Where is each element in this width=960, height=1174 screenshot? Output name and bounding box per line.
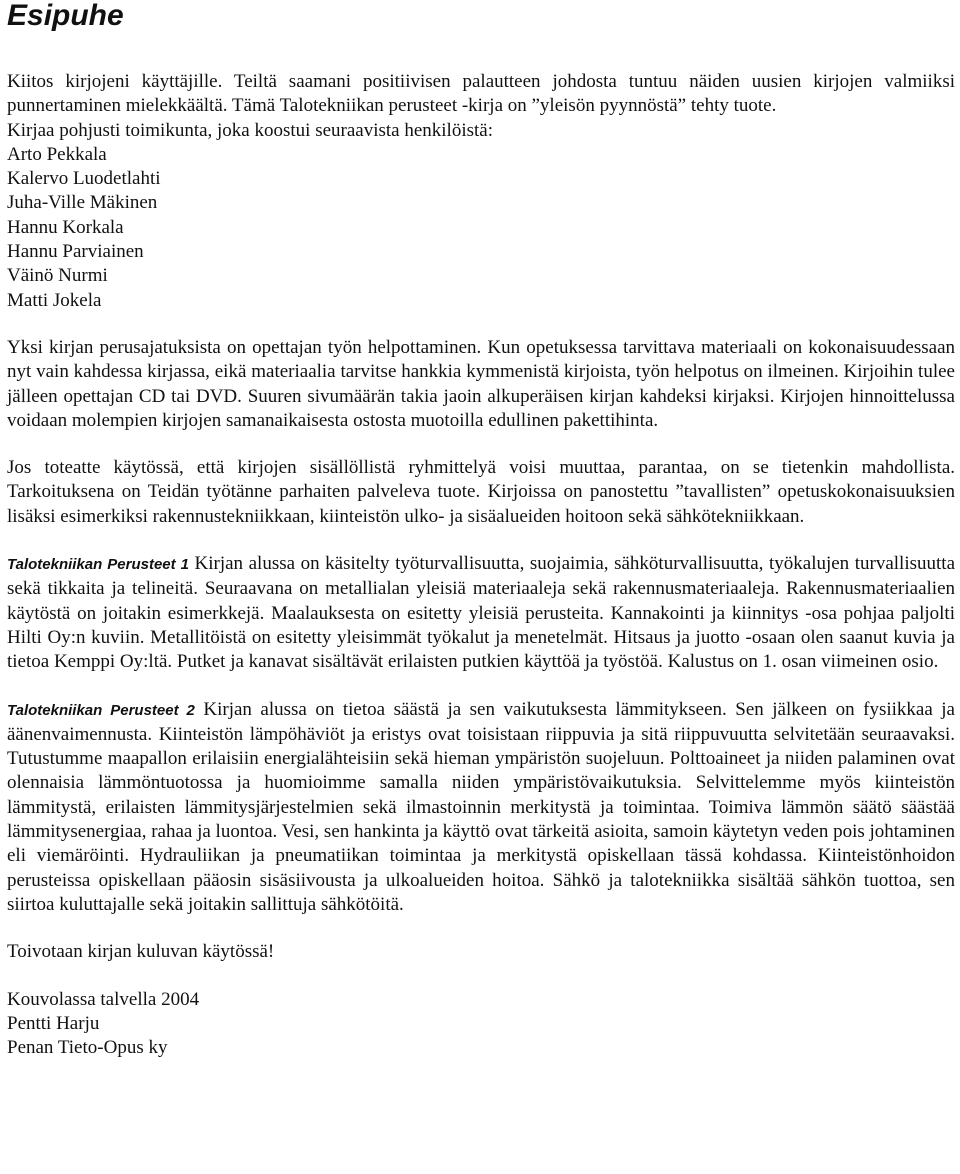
committee-member: Arto Pekkala [7,143,107,165]
paragraph-spacer [7,313,955,336]
paragraph-spacer [7,529,955,552]
page-title: Esipuhe [7,0,124,32]
committee-list [7,143,955,313]
committee-member: Matti Jokela [7,289,102,311]
paragraph-spacer [7,675,955,698]
signature-block [7,988,955,1061]
book1-title: Talotekniikan Perusteet 1 [7,556,189,574]
committee-member: Kalervo Luodetlahti [7,168,161,190]
signature-company: Penan Tieto-Opus ky [7,1037,168,1059]
paragraph-spacer [7,433,955,456]
committee-member: Hannu Parviainen [7,241,144,263]
book1-text: Kirjan alussa on käsitelty työturvallisuutta, suojaimia, sähköturvallisuutta, työkalujen turvallisuutta sekä tikkaita ja telineitä. Seuraavana on metallialan yleisiä materiaaleja sekä rakennusmateriaaleja. Rakennusmateriaalien käytöstä on joitakin esimerkkejä. Maalauksesta on esitetty yleisiä perusteita. Kannakointi ja kiinnitys -osa pohjaa paljolti Hilti Oy:n kuviin. Metallitöistä on esitetty yleisimmät työkalut ja menetelmät. Hitsaus ja juotto -osaan olen saanut kuvia ja tietoa Kemppi Oy:ltä. Putket ja kanavat sisältävät erilaisten putkien käyttöä ja työstöä. Kalustus on 1. osan viimeinen osio. [7,553,955,673]
signature-place-date: Kouvolassa talvella 2004 [7,988,200,1010]
signature-author: Pentti Harju [7,1012,100,1034]
closing-line: Toivotaan kirjan kuluvan käytössä! [7,941,275,963]
intro-paragraph: Kiitos kirjojeni käyttäjille. Teiltä saamani positiivisen palautteen johdosta tuntuu näiden uusien kirjojen valmiiksi punnertaminen mielekkäältä. Tämä Talotekniikan perusteet -kirja on ”yleisön pyynnöstä” tehty tuote. [7,71,955,117]
book2-paragraph [7,698,955,918]
document-page [7,0,955,1060]
committee-member: Juha-Ville Mäkinen [7,192,158,214]
principle-paragraph: Yksi kirjan perusajatuksista on opettajan työn helpottaminen. Kun opetuksessa tarvittava materiaali on kokonaisuudessaan nyt vain kahdessa kirjassa, eikä materiaalia tarvitse hankkia kymmenistä kirjoista, työn helpotus on ilmeinen. Kirjoihin tulee jälleen opettajan CD tai DVD. Suuren sivumäärän takia jaoin alkuperäisen kirjan kahdeksi kirjaksi. Kirjojen hinnoittelussa voidaan molempien kirjojen samanaikaisesta ostosta muotoilla edullinen pakettihinta. [7,336,955,431]
paragraph-spacer [7,917,955,940]
book1-paragraph [7,552,955,674]
committee-intro: Kirjaa pohjusti toimikunta, joka koostui seuraavista henkilöistä: [7,119,494,141]
committee-member: Hannu Korkala [7,216,124,238]
committee-member: Väinö Nurmi [7,265,108,287]
feedback-paragraph: Jos toteatte käytössä, että kirjojen sisällöllistä ryhmittelyä voisi muuttaa, parantaa, on se tietenkin mahdollista. Tarkoituksena on Teidän työtänne parhaiten palveleva tuote. Kirjoissa on panostettu ”tavallisten” opetuskokonaisuuksien lisäksi esimerkiksi rakennustekniikkaan, kiinteistön ulko- ja sisäalueiden hoitoon sekä sähkötekniikkaan. [7,457,955,527]
book2-title: Talotekniikan Perusteet 2 [7,701,195,719]
book2-text: Kirjan alussa on tietoa säästä ja sen vaikutuksesta lämmitykseen. Sen jälkeen on fysiikkaa ja äänenvaimennusta. Kiinteistön lämpöhäviöt ja eristys ovat toisistaan riippuvia ja sitä riippuvuutta selvitetään seuraavaksi. Tutustumme maapallon erilaisiin energialähteisiin sekä hieman ympäristön suojeluun. Polttoaineet ja niiden palaminen ovat olennaisia lämmöntuotossa ja huomioimme samalla niiden ympäristövaikutuksia. Selvittelemme myös kiinteistön lämmitystä, erilaisten lämmitysjärjestelmien sekä ilmastoinnin merkitystä ja toimintaa. Toimiva lämmön säätö säästää lämmitysenergiaa, rahaa ja luontoa. Vesi, sen hankinta ja käyttö ovat tärkeitä asioita, samoin käytetyn veden pois johtaminen eli viemäröinti. Hydrauliikan ja pneumatiikan toimintaa ja merkitystä opiskellaan tässä kohdassa. Kiinteistönhoidon perusteissa opiskellaan pääosin sisäsiivousta ja ulkoalueiden hoitoa. Sähkö ja talotekniikka sisältää sähkön tuottoa, sen siirtoa kuluttajalle sekä joitakin sallittuja sähkötöitä. [7,698,955,915]
paragraph-spacer [7,965,955,988]
